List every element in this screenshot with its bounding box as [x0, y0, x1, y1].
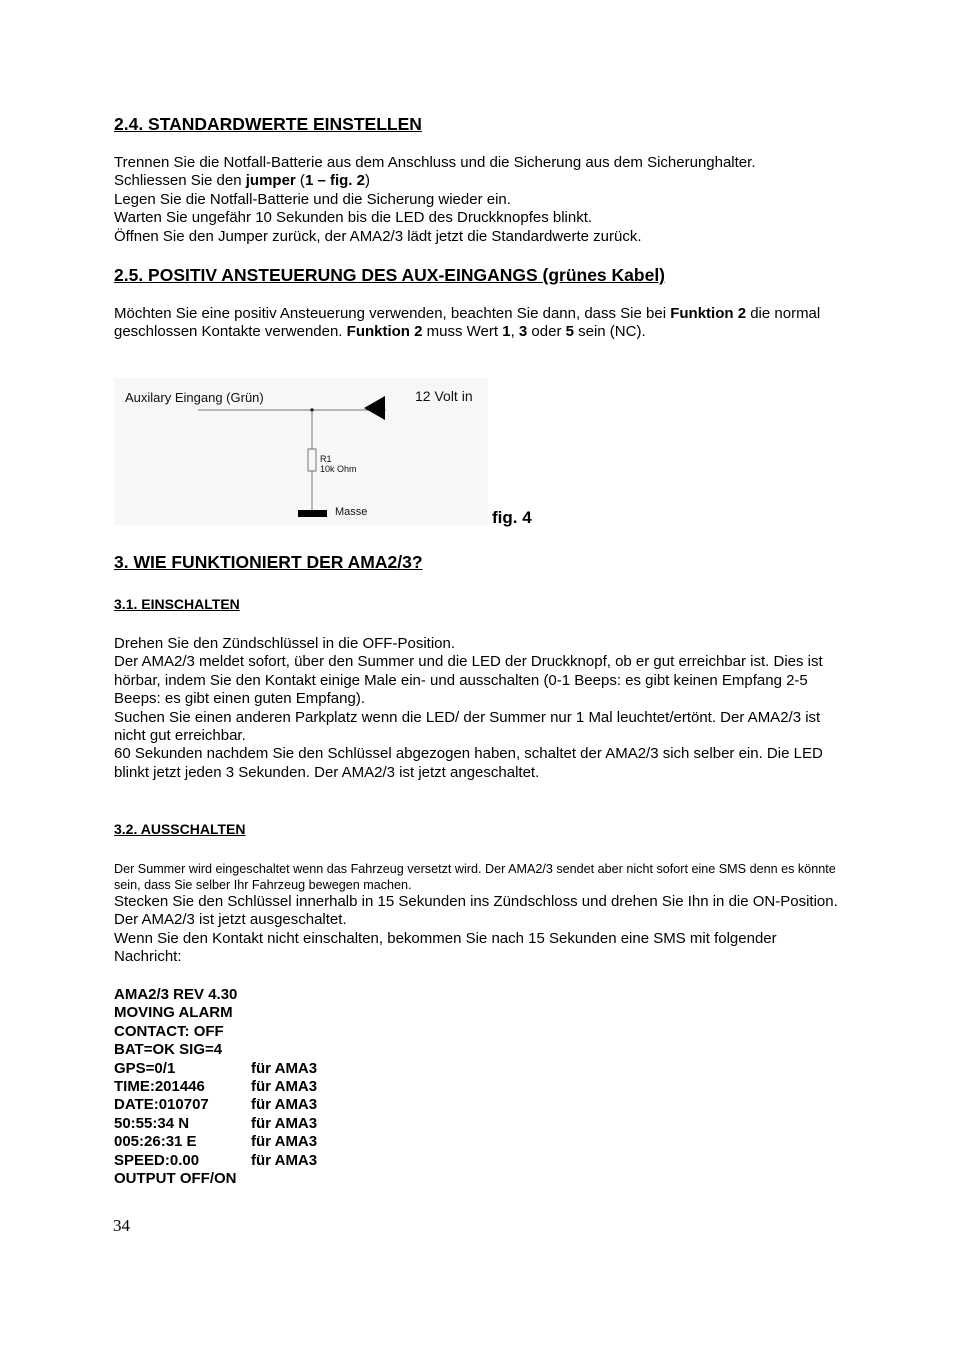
heading-2-4: 2.4. STANDARDWERTE EINSTELLEN	[114, 114, 422, 134]
paragraph: Der AMA2/3 meldet sofort, über den Summer und die LED der Druckknopf, ob er gut erreichbar ist. Dies ist hörbar, indem Sie den Kontakt einige Male ein- und ausschalten (0-1 Beeps: es gibt keinen Empfang 2-5 Beeps: es gibt einen guten Empfang).	[114, 653, 823, 708]
input-arrow-icon	[364, 396, 385, 420]
section-2-5-body: Möchten Sie eine positiv Ansteuerung verwenden, beachten Sie dann, dass Sie bei Funktion 2 die normal geschlossen Kontakte verwenden. Funktion 2 muss Wert 1, 3 oder 5 sein (NC).	[114, 305, 821, 341]
page-number: 34	[113, 1216, 130, 1235]
section-2-4-body	[114, 154, 844, 246]
sms-message	[114, 986, 318, 1188]
volt-label: 12 Volt in	[415, 388, 473, 404]
heading-3-2: 3.2. AUSSCHALTEN	[114, 821, 246, 837]
section-3-1-body	[114, 635, 844, 782]
sms-line: BAT=OK SIG=4	[114, 1041, 223, 1059]
heading-3: 3. WIE FUNKTIONIERT DER AMA2/3?	[114, 552, 423, 572]
text-line: Warten Sie ungefähr 10 Sekunden bis die LED des Druckknopfes blinkt.	[114, 209, 593, 227]
sms-line: DATE:010707 für AMA3	[114, 1096, 318, 1114]
heading-3-1: 3.1. EINSCHALTEN	[114, 596, 240, 612]
text-line: Öffnen Sie den Jumper zurück, der AMA2/3 lädt jetzt die Standardwerte zurück.	[114, 227, 642, 245]
ground-symbol-icon	[298, 510, 327, 517]
text-line: Trennen Sie die Notfall-Batterie aus dem Anschluss und die Sicherung aus dem Sicherunghalter.	[114, 154, 756, 171]
sms-line: GPS=0/1 für AMA3	[114, 1059, 318, 1077]
sms-line: 50:55:34 N für AMA3	[114, 1114, 318, 1132]
paragraph: 60 Sekunden nachdem Sie den Schlüssel abgezogen haben, schaltet der AMA2/3 sich selber ein. Die LED blinkt jetzt jeden 3 Sekunden. Der AMA2/3 ist jetzt angeschaltet.	[114, 745, 823, 781]
sms-line: OUTPUT OFF/ON	[114, 1169, 237, 1187]
resistor-r1-icon	[308, 449, 316, 471]
sms-line: AMA2/3 REV 4.30	[114, 986, 238, 1003]
masse-label: Masse	[335, 506, 368, 518]
text-line: Legen Sie die Notfall-Batterie und die Sicherung wieder ein.	[114, 190, 511, 208]
paragraph: Suchen Sie einen anderen Parkplatz wenn die LED/ der Summer nur 1 Mal leuchtet/ertönt. Der AMA2/3 ist nicht gut erreichbar.	[114, 708, 821, 745]
ohm-label: 10k Ohm	[320, 464, 357, 474]
sms-line: 005:26:31 E für AMA3	[114, 1133, 318, 1151]
sms-line: MOVING ALARM	[114, 1004, 233, 1022]
heading-2-5: 2.5. POSITIV ANSTEUERUNG DES AUX-EINGANGS (grünes Kabel)	[114, 265, 666, 285]
aux-input-label: Auxilary Eingang (Grün)	[125, 390, 264, 405]
text-line: Schliessen Sie den jumper (1 – fig. 2)	[114, 172, 370, 190]
paragraph: Stecken Sie den Schlüssel innerhalb in 15 Sekunden ins Zündschloss und drehen Sie Ihn in die ON-Position. Der AMA2/3 ist jetzt ausgeschaltet.	[114, 893, 838, 929]
paragraph: Drehen Sie den Zündschlüssel in die OFF-Position.	[114, 635, 456, 652]
paragraph: Wenn Sie den Kontakt nicht einschalten, bekommen Sie nach 15 Sekunden eine SMS mit folgender Nachricht:	[114, 929, 777, 966]
figure-caption: fig. 4	[492, 508, 532, 527]
circuit-svg	[114, 378, 488, 525]
circuit-diagram	[114, 378, 488, 525]
note-small: Der Summer wird eingeschaltet wenn das Fahrzeug versetzt wird. Der AMA2/3 sendet aber nicht sofort eine SMS denn es könnte sein, dass Sie selber Ihr Fahrzeug bewegen machen.	[114, 862, 836, 892]
sms-line: CONTACT: OFF	[114, 1022, 224, 1040]
r1-label: R1	[320, 454, 332, 464]
sms-line: TIME:201446 für AMA3	[114, 1077, 318, 1095]
sms-line: SPEED:0.00 für AMA3	[114, 1151, 318, 1169]
section-3-2-body	[114, 893, 844, 967]
